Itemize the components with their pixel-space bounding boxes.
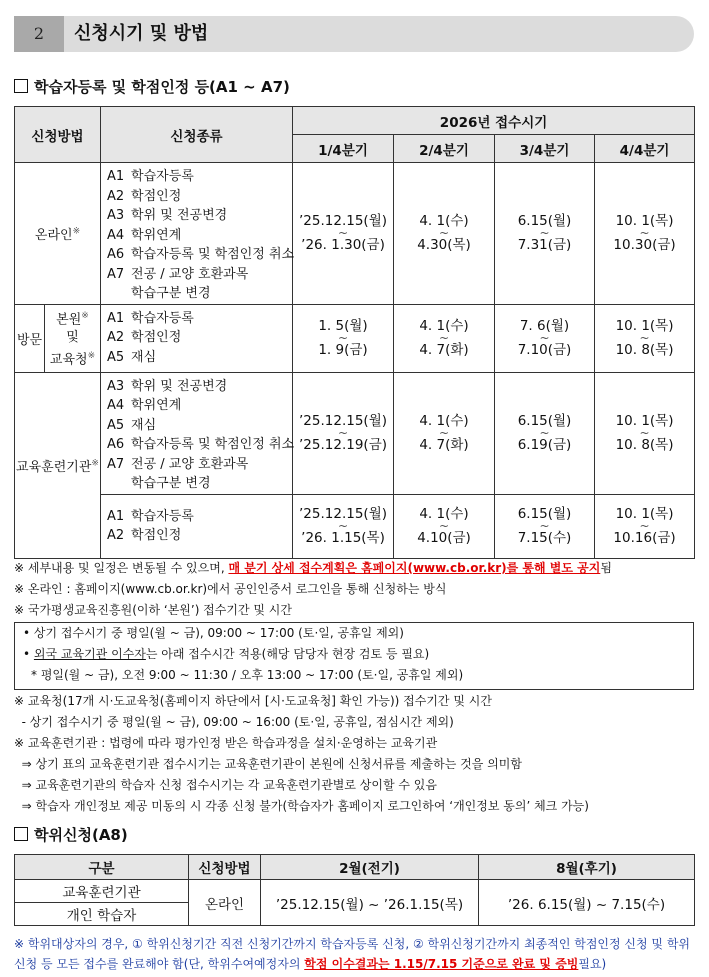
period-end: ’26. 1.30(금) (301, 237, 385, 254)
period-end: 4. 7(화) (419, 342, 469, 358)
heading-registration (14, 76, 290, 97)
type-code: A2 (107, 528, 125, 543)
type-item (107, 474, 292, 494)
period-end: 7.10(금) (517, 342, 572, 358)
period-start: 6.15(월) (517, 505, 572, 522)
method-visit-sub: 본원※ 및 교육청※ (45, 304, 101, 372)
period-start: 10. 1(목) (615, 317, 674, 334)
period-tilde: ~ (639, 331, 650, 345)
type-label: 학위연계 (131, 227, 182, 243)
type-list (101, 372, 293, 494)
period-start: 10. 1(목) (615, 412, 674, 429)
type-item (107, 284, 292, 304)
period-tilde: ~ (438, 426, 450, 440)
type-label: 학습구분 변경 (131, 476, 211, 491)
degree-method: 온라인 (189, 880, 261, 926)
period-start: 6.15(월) (517, 412, 572, 429)
type-label: 학위연계 (131, 398, 182, 413)
type-code: A6 (107, 247, 125, 262)
period-tilde: ~ (539, 331, 550, 345)
type-code: A1 (107, 508, 125, 524)
type-code: A6 (107, 437, 125, 452)
period-cell (293, 372, 394, 494)
type-label: 재심 (131, 349, 157, 365)
section-number: 2 (14, 16, 64, 52)
type-item (107, 348, 292, 368)
type-item (107, 455, 292, 475)
hours-line-2: • 외국 교육기관 이수자는 아래 접수시간 적용(해당 담당자 현장 검토 등 필요) (23, 647, 430, 661)
period-start: 6.15(월) (517, 212, 572, 229)
type-code: A3 (107, 208, 125, 223)
period-tilde: ~ (639, 426, 650, 440)
note-hq: ※ 국가평생교육진흥원(이하 ‘본원’) 접수기간 및 시간 (14, 603, 292, 617)
col-type: 신청종류 (101, 107, 293, 163)
col-period: 2026년 접수시기 (293, 107, 695, 135)
period-end: ’26. 1.15(목) (301, 530, 385, 546)
period-cell (394, 304, 495, 372)
method-visit: 방문 (15, 304, 45, 372)
heading-degree (14, 824, 128, 845)
degree-aug-period: ’26. 6.15(월) ~ 7.15(수) (479, 880, 695, 926)
period-tilde: ~ (337, 331, 349, 345)
section-title: 신청시기 및 방법 (74, 23, 209, 44)
type-code: A7 (107, 266, 125, 282)
type-label: 학점인정 (131, 188, 182, 204)
type-code: A4 (107, 398, 125, 413)
type-list (101, 304, 293, 372)
type-item (107, 377, 292, 397)
period-end: 10. 8(목) (615, 342, 674, 358)
period-tilde: ~ (539, 426, 550, 440)
period-cell (595, 304, 695, 372)
note-line: ⇒ 상기 표의 교육훈련기관 접수시기는 교육훈련기관이 본원에 신청서류를 제출하는 것을 의미함 (14, 757, 522, 771)
section-banner (14, 16, 694, 52)
method-training: 교육훈련기관※ (15, 372, 101, 558)
period-end: 10.16(금) (613, 530, 676, 546)
period-cell (394, 494, 495, 558)
period-start: 1. 5(월) (318, 317, 368, 334)
period-start: 7. 6(월) (519, 317, 570, 334)
type-item (107, 265, 292, 285)
type-code: A1 (107, 310, 125, 326)
degree-table (14, 854, 695, 926)
hours-line-1: • 상기 접수시기 중 평일(월 ~ 금), 09:00 ~ 17:00 (토·일, 공휴일 제외) (23, 626, 404, 640)
heading-degree-text: 학위신청(A8) (34, 826, 128, 844)
type-label: 학점인정 (131, 330, 182, 345)
schedule-table (14, 106, 695, 559)
type-label: 학습자등록 (131, 310, 194, 326)
period-tilde: ~ (539, 519, 550, 533)
period-tilde: ~ (438, 331, 450, 345)
period-start: ’25.12.15(월) (299, 212, 387, 229)
type-list (101, 163, 293, 305)
period-tilde: ~ (337, 519, 349, 533)
period-cell (293, 494, 394, 558)
type-item (107, 309, 292, 329)
col-method: 신청방법 (15, 107, 101, 163)
footer-note: ※ 학위대상자의 경우, ① 학위신청기간 직전 신청기간까지 학습자등록 신청, ② 학위신청기간까지 최종적인 학점인정 신청 및 학위신청 등 모든 접수를 완료해야 함(단, 학위수여예정자의 학점 이수결과는 1.15/7.15 기준으로 완료 및 증빙필요) (14, 937, 691, 971)
category-training: 교육훈련기관 (15, 880, 189, 903)
type-label: 학위 및 전공변경 (131, 378, 228, 394)
quarter-header: 2/4분기 (394, 135, 495, 163)
note-online: ※ 온라인 : 홈페이지(www.cb.or.kr)에서 공인인증서 로그인을 통해 신청하는 방식 (14, 582, 447, 596)
type-label: 전공 / 교양 호환과목 (131, 266, 249, 282)
hours-box (14, 622, 694, 690)
period-end: 4.10(금) (417, 530, 471, 546)
period-start: 10. 1(목) (615, 505, 674, 522)
period-cell (495, 494, 595, 558)
type-code: A1 (107, 169, 125, 184)
type-code: A3 (107, 378, 125, 394)
degree-feb-period: ’25.12.15(월) ~ ’26.1.15(목) (261, 880, 479, 926)
period-end: 4.30(목) (417, 237, 471, 254)
type-code: A2 (107, 188, 125, 204)
notes-top (14, 558, 612, 621)
checkbox-square-icon (14, 79, 28, 93)
period-tilde: ~ (639, 519, 650, 533)
note-line: ⇒ 교육훈련기관의 학습자 신청 접수시기는 각 교육훈련기관별로 상이할 수 있음 (14, 778, 437, 792)
category-individual: 개인 학습자 (15, 903, 189, 926)
type-item (107, 416, 292, 436)
period-cell (394, 163, 495, 305)
period-end: 4. 7(화) (419, 437, 469, 453)
period-cell (293, 163, 394, 305)
type-label: 학위 및 전공변경 (131, 208, 228, 223)
method-online: 온라인※ (15, 163, 101, 305)
type-label: 학습자등록 및 학점인정 취소 (131, 247, 295, 262)
period-end: 7.15(수) (517, 530, 572, 546)
type-item (107, 167, 292, 187)
type-code: A7 (107, 456, 125, 472)
period-cell (495, 304, 595, 372)
period-tilde: ~ (539, 226, 550, 241)
hours-line-3: * 평일(월 ~ 금), 오전 9:00 ~ 11:30 / 오후 13:00 ~ 17:00 (토·일, 공휴일 제외) (31, 668, 464, 682)
period-end: 1. 9(금) (318, 342, 368, 358)
heading-registration-text: 학습자등록 및 학점인정 등(A1 ~ A7) (34, 78, 290, 96)
type-label: 전공 / 교양 호환과목 (131, 456, 249, 472)
type-code: A2 (107, 330, 125, 345)
col-feb: 2월(전기) (261, 855, 479, 880)
period-cell (595, 372, 695, 494)
type-label: 학습자등록 (131, 508, 194, 524)
type-item (107, 245, 295, 265)
quarter-header: 3/4분기 (495, 135, 595, 163)
period-start: ’25.12.15(월) (299, 505, 387, 522)
col-category: 구분 (15, 855, 189, 880)
type-label: 학점인정 (131, 528, 182, 543)
period-cell (495, 163, 595, 305)
note-line: ※ 교육청(17개 시·도교육청(홈페이지 하단에서 [시·도교육청] 확인 가능)) 접수기간 및 시간 (14, 694, 492, 708)
checkbox-square-icon (14, 827, 28, 841)
period-cell (595, 494, 695, 558)
period-tilde: ~ (639, 226, 650, 241)
type-code: A5 (107, 349, 125, 365)
notes-bottom (14, 691, 589, 817)
period-start: 4. 1(수) (419, 317, 469, 334)
type-label: 재심 (131, 417, 157, 433)
note-line: ⇒ 학습자 개인정보 제공 미동의 시 각종 신청 불가(학습자가 홈페이지 로그인하여 ‘개인정보 동의’ 체크 가능) (14, 799, 589, 813)
period-cell (293, 304, 394, 372)
period-start: 4. 1(수) (419, 505, 469, 522)
period-end: 10.30(금) (613, 237, 676, 254)
type-code: A5 (107, 417, 125, 433)
col-method: 신청방법 (189, 855, 261, 880)
period-tilde: ~ (438, 226, 450, 241)
period-end: 7.31(금) (517, 237, 572, 254)
type-item (107, 206, 292, 226)
period-end: ’25.12.19(금) (299, 437, 387, 453)
note-line: - 상기 접수시기 중 평일(월 ~ 금), 09:00 ~ 16:00 (토·일, 공휴일, 점심시간 제외) (14, 715, 454, 729)
period-end: 6.19(금) (517, 437, 572, 453)
type-list (101, 494, 293, 558)
type-item (107, 226, 292, 246)
type-label: 학습구분 변경 (131, 286, 211, 301)
type-item (107, 328, 292, 348)
type-item (107, 526, 292, 546)
period-start: ’25.12.15(월) (299, 412, 387, 429)
type-code: A4 (107, 227, 125, 243)
period-cell (394, 372, 495, 494)
type-item (107, 187, 292, 207)
row-training-2 (15, 494, 695, 558)
type-item (107, 396, 292, 416)
note-line: ※ 교육훈련기관 : 법령에 따라 평가인정 받은 학습과정을 설치·운영하는 교육기관 (14, 736, 438, 750)
period-tilde: ~ (337, 426, 349, 440)
type-item (107, 507, 292, 527)
quarter-header: 1/4분기 (293, 135, 394, 163)
row-online (15, 163, 695, 305)
period-tilde: ~ (438, 519, 450, 533)
note-detail: ※ 세부내용 및 일정은 변동될 수 있으며, 매 분기 상세 접수계획은 홈페이지(www.cb.or.kr)를 통해 별도 공지됨 (14, 561, 612, 575)
period-cell (495, 372, 595, 494)
row-visit (15, 304, 695, 372)
period-start: 4. 1(수) (419, 212, 469, 229)
type-label: 학습자등록 및 학점인정 취소 (131, 437, 295, 452)
quarter-header: 4/4분기 (595, 135, 695, 163)
period-tilde: ~ (337, 226, 349, 241)
col-aug: 8월(후기) (479, 855, 695, 880)
period-start: 4. 1(수) (419, 412, 469, 429)
period-end: 10. 8(목) (615, 437, 674, 453)
type-label: 학습자등록 (131, 169, 194, 184)
row-training (15, 372, 695, 494)
period-cell (595, 163, 695, 305)
type-item (107, 435, 295, 455)
period-start: 10. 1(목) (615, 212, 674, 229)
